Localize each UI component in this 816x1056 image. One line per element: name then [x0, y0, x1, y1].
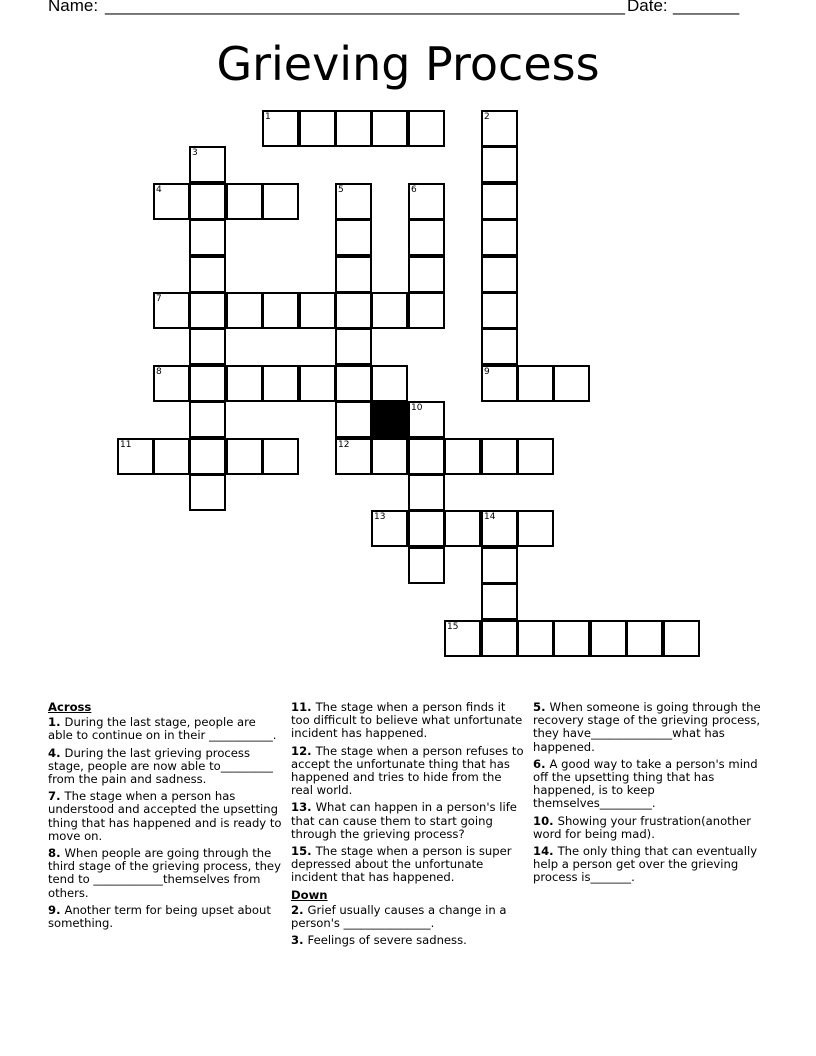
- clue-text: What can happen in a person's life that can cause them to start going through the grieving process?: [291, 800, 517, 841]
- grid-cell[interactable]: [262, 292, 299, 329]
- grid-cell[interactable]: [444, 620, 481, 657]
- clue-text: Showing your frustration(another word for being mad).: [533, 813, 751, 841]
- cell-number: 14: [484, 512, 496, 522]
- grid-cell[interactable]: [335, 110, 372, 147]
- clue-item: [291, 845, 527, 885]
- grid-cell[interactable]: [189, 401, 226, 438]
- grid-cell[interactable]: [517, 510, 554, 547]
- grid-cell[interactable]: [226, 183, 263, 220]
- clue-number: 13 .: [291, 800, 316, 814]
- cell-number: 2: [484, 112, 490, 122]
- clue-number: 2 .: [291, 903, 308, 917]
- cell-number: 9: [484, 367, 490, 377]
- grid-cell[interactable]: [335, 401, 372, 438]
- grid-cell[interactable]: [335, 365, 372, 402]
- clue-item: [291, 934, 527, 947]
- grid-cell[interactable]: [481, 620, 518, 657]
- grid-cell[interactable]: [299, 110, 336, 147]
- clue-number: 3 .: [291, 933, 308, 947]
- clue-number: 5 .: [533, 700, 550, 714]
- clue-number: 8 .: [48, 846, 65, 860]
- grid-cell[interactable]: [371, 438, 408, 475]
- clue-text: The only thing that can eventually help a person get over the grieving process is_______.: [533, 844, 758, 885]
- grid-cell[interactable]: [408, 183, 445, 220]
- grid-cell[interactable]: [262, 110, 299, 147]
- grid-cell[interactable]: [408, 401, 445, 438]
- clue-item: [291, 904, 527, 930]
- grid-cell[interactable]: [408, 219, 445, 256]
- grid-cell[interactable]: [481, 328, 518, 365]
- cell-number: 10: [411, 403, 423, 413]
- clue-number: 14 .: [533, 844, 558, 858]
- clue-text: When someone is going through the recovery stage of the grieving process, they have______________what has happened.: [533, 700, 761, 754]
- grid-cell[interactable]: [481, 256, 518, 293]
- clue-text: The stage when a person has understood and accepted the upsetting thing that has happened and is ready to move on.: [48, 789, 282, 843]
- clue-item: [291, 801, 527, 841]
- clue-item: [533, 758, 765, 811]
- grid-cell[interactable]: [153, 292, 190, 329]
- clue-item: [48, 716, 284, 742]
- cell-number: 4: [156, 185, 162, 195]
- clue-text: The stage when a person is super depressed about the unfortunate incident that has happened.: [291, 844, 512, 885]
- grid-cell[interactable]: [189, 292, 226, 329]
- clue-text: Feelings of severe sadness.: [307, 933, 467, 948]
- grid-cell[interactable]: [189, 474, 226, 511]
- clues-column-1: [48, 701, 284, 934]
- grid-cell[interactable]: [189, 146, 226, 183]
- cell-number: 1: [265, 112, 271, 122]
- grid-cell[interactable]: [481, 510, 518, 547]
- grid-cell[interactable]: [408, 474, 445, 511]
- clue-number: 10 .: [533, 814, 558, 828]
- name-label: Name:: [48, 0, 99, 15]
- grid-cell[interactable]: [226, 365, 263, 402]
- grid-cell[interactable]: [408, 110, 445, 147]
- grid-cell[interactable]: [189, 365, 226, 402]
- grid-cell[interactable]: [481, 292, 518, 329]
- grid-cell[interactable]: [335, 183, 372, 220]
- clue-text: When people are going through the third stage of the grieving process, they tend to ____________themselves from others.: [48, 846, 281, 900]
- grid-cell[interactable]: [189, 438, 226, 475]
- date-field[interactable]: _______: [673, 0, 740, 15]
- cell-number: 11: [120, 440, 132, 450]
- grid-cell[interactable]: [481, 438, 518, 475]
- grid-cell[interactable]: [189, 219, 226, 256]
- cell-number: 6: [411, 185, 417, 195]
- grid-cell[interactable]: [444, 510, 481, 547]
- grid-cell[interactable]: [481, 146, 518, 183]
- cell-number: 8: [156, 367, 162, 377]
- date-label: Date:: [627, 0, 668, 15]
- clue-number: 12 .: [291, 744, 316, 758]
- grid-cell[interactable]: [408, 510, 445, 547]
- clue-text: Grief usually causes a change in a person's _______________.: [291, 902, 507, 931]
- grid-cell[interactable]: [408, 438, 445, 475]
- grid-cell[interactable]: [481, 365, 518, 402]
- black-cell: [371, 401, 408, 438]
- grid-cell[interactable]: [408, 547, 445, 584]
- clue-item: [48, 790, 284, 843]
- grid-cell[interactable]: [335, 219, 372, 256]
- grid-cell[interactable]: [189, 328, 226, 365]
- clue-number: 11 .: [291, 700, 316, 714]
- grid-cell[interactable]: [299, 292, 336, 329]
- grid-cell[interactable]: [299, 365, 336, 402]
- clue-number: 15 .: [291, 844, 316, 858]
- grid-cell[interactable]: [626, 620, 663, 657]
- clue-number: 6 .: [533, 757, 550, 771]
- grid-cell[interactable]: [371, 510, 408, 547]
- grid-cell[interactable]: [408, 256, 445, 293]
- grid-cell[interactable]: [481, 219, 518, 256]
- grid-cell[interactable]: [335, 328, 372, 365]
- clue-text: During the last grieving process stage, people are now able to_________ from the pain and sadness.: [48, 745, 273, 787]
- cell-number: 13: [374, 512, 386, 522]
- grid-cell[interactable]: [153, 438, 190, 475]
- cell-number: 5: [338, 185, 344, 195]
- clue-number: 7 .: [48, 789, 65, 803]
- clue-item: [533, 815, 765, 841]
- clue-text: During the last stage, people are able to continue on in their ___________.: [48, 715, 277, 743]
- grid-cell[interactable]: [335, 292, 372, 329]
- grid-cell[interactable]: [226, 438, 263, 475]
- grid-cell[interactable]: [262, 183, 299, 220]
- cell-number: 15: [447, 622, 459, 632]
- grid-cell[interactable]: [371, 110, 408, 147]
- grid-cell[interactable]: [517, 438, 554, 475]
- clue-item: [291, 745, 527, 798]
- grid-cell[interactable]: [481, 583, 518, 620]
- grid-cell[interactable]: [517, 620, 554, 657]
- clues-column-3: [533, 701, 765, 889]
- name-field[interactable]: _______________________________________________________: [105, 0, 626, 15]
- clue-text: A good way to take a person's mind off the upsetting thing that has happened, is to keep themselves_________.: [533, 756, 758, 811]
- cell-number: 7: [156, 294, 162, 304]
- grid-cell[interactable]: [481, 547, 518, 584]
- clue-text: The stage when a person finds it too difficult to believe what unfortunate incident has happened.: [291, 700, 523, 741]
- grid-cell[interactable]: [153, 183, 190, 220]
- clue-item: [533, 701, 765, 754]
- grid-cell[interactable]: [553, 365, 590, 402]
- grid-cell[interactable]: [590, 620, 627, 657]
- grid-cell[interactable]: [226, 292, 263, 329]
- down-heading: Down: [291, 887, 328, 902]
- clues-column-2: [291, 701, 527, 951]
- clue-item: [48, 747, 284, 787]
- clue-number: 9 .: [48, 903, 65, 917]
- clue-text: The stage when a person refuses to accept the unfortunate thing that has happened and tries to hide from the real world.: [291, 743, 524, 798]
- grid-cell[interactable]: [517, 365, 554, 402]
- grid-cell[interactable]: [371, 292, 408, 329]
- clue-item: [48, 904, 284, 930]
- grid-cell[interactable]: [117, 438, 154, 475]
- grid-cell[interactable]: [335, 256, 372, 293]
- grid-cell[interactable]: [663, 620, 700, 657]
- page-title: Grieving Process: [216, 37, 600, 91]
- grid-cell[interactable]: [408, 292, 445, 329]
- clue-item: [533, 845, 765, 885]
- grid-cell[interactable]: [262, 365, 299, 402]
- grid-cell[interactable]: [262, 438, 299, 475]
- clue-number: 1 .: [48, 715, 65, 729]
- grid-cell[interactable]: [371, 365, 408, 402]
- clue-item: [291, 701, 527, 741]
- grid-cell[interactable]: [481, 110, 518, 147]
- grid-cell[interactable]: [444, 438, 481, 475]
- cell-number: 12: [338, 440, 350, 450]
- cell-number: 3: [192, 148, 198, 158]
- grid-cell[interactable]: [189, 256, 226, 293]
- grid-cell[interactable]: [335, 438, 372, 475]
- grid-cell[interactable]: [553, 620, 590, 657]
- clue-text: Another term for being upset about something.: [48, 902, 271, 931]
- clue-item: [48, 847, 284, 900]
- clue-number: 4 .: [48, 746, 65, 760]
- grid-cell[interactable]: [481, 183, 518, 220]
- grid-cell[interactable]: [153, 365, 190, 402]
- across-heading: Across: [48, 700, 92, 714]
- grid-cell[interactable]: [189, 183, 226, 220]
